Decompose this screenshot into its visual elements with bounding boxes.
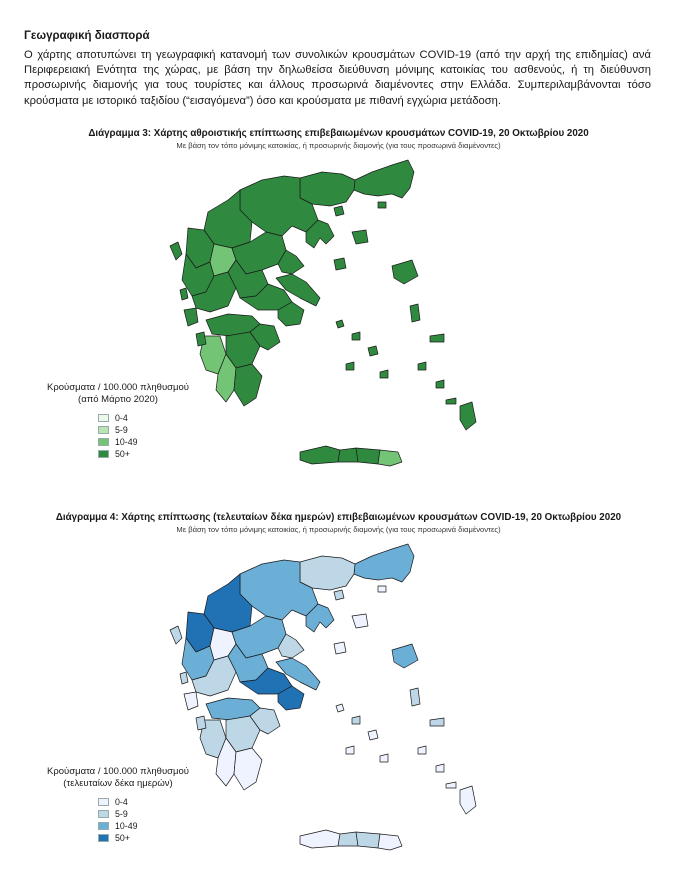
map2-title: Διάγραμμα 4: Χάρτης επίπτωσης (τελευταίων δέκα ημερών) επιβεβαιωμένων κρουσμάτων COVID-19, 20 Οκτωβρίου 2020 [55,512,622,523]
map2-region-cyclades-4 [346,746,354,754]
map1-region-lefkada [180,288,188,300]
map2-legend-swatch [98,810,109,818]
intro-paragraph: Ο χάρτης αποτυπώνει τη γεωγραφική κατανομή των συνολικών κρουσμάτων COVID-19 (από την αρχή της επιδημίας) ανά Περιφερειακή Ενότητα της χώρας, με βάση την δηλωθείσα διεύθυνση μόνιμης κατοικίας του ασθενούς, ή τη διεύθυνση προσωρινής διαμονής για τους τουρίστες και άλλους προσωρινά διαμένοντες στην Ελλάδα. Συμπεριλαμβάνονται τόσο κρούσματα με ιστορικό ταξιδίου (“εισαγόμενα”) όσο και κρούσματα με πιθανή εγχώρια μετάδοση. [24,49,651,107]
map1-region-crete-chania [300,446,340,464]
map1-region-cyclades-4 [346,362,354,370]
map2-legend-title-line1: Κρούσματα / 100.000 πληθυσμού [47,766,189,777]
map1-region-kos [446,398,456,404]
map1-legend-item [98,412,208,424]
map2-region-skyros [334,642,346,654]
map2-legend-swatch [98,834,109,842]
map2-region-zakynthos [196,716,206,730]
map1-region-cyclades-3 [368,346,378,356]
map1-region-rhodes [460,402,476,430]
map1-legend-label: 5-9 [115,425,128,435]
map2-legend-title [38,766,198,790]
map2-region-samothrace [378,586,386,592]
map2-region-thrace [354,544,414,582]
map2-region-crete-rethymno [338,832,358,846]
map1-region-corfu [170,242,182,260]
map2-region-lefkada [180,672,188,684]
map1-region-dodecanese-1 [418,362,426,370]
map1-region-cyclades-1 [336,320,344,328]
map1-legend [38,382,208,460]
map1-legend-item [98,424,208,436]
map2-region-dodecanese-2 [436,764,444,772]
map1-region-skyros [334,258,346,270]
map2-legend [38,766,208,844]
map1-legend-swatch [98,438,109,446]
map2-subtitle: Με βάση τον τόπο μόνιμης κατοικίας, ή προσωρινής διαμονής (για τους προσωρινά διαμένοντες) [176,525,501,534]
map1-region-zakynthos [196,332,206,346]
map2-legend-title-line2: (τελευταίων δέκα ημερών) [63,778,173,789]
map2-region-laconia [234,748,262,790]
map2-region-samos [430,718,444,726]
section-title: Γεωγραφική διασπορά [24,30,150,42]
map1-legend-label: 10-49 [115,437,138,447]
map1-region-crete-rethymno [338,448,358,462]
map2-legend-swatch [98,798,109,806]
map1-region-thrace [354,160,414,198]
map1-legend-title-line2: (από Μάρτιο 2020) [78,394,158,405]
map2-legend-item [98,808,208,820]
map2-region-crete-lasithi [378,834,402,850]
map1-legend-swatch [98,426,109,434]
map1-region-kefalonia [184,308,198,326]
map1-legend-label: 0-4 [115,413,128,423]
map2-region-dodecanese-1 [418,746,426,754]
map2-region-thasos [334,590,344,600]
map1-legend-title [38,382,198,406]
map2-region-chios [410,688,420,706]
map1-region-lemnos [352,230,368,244]
map1-region-east-macedonia [300,172,355,206]
map2-region-lesvos [392,644,418,668]
map2-legend-item [98,832,208,844]
map2-legend-label: 5-9 [115,809,128,819]
map1-subtitle: Με βάση τον τόπο μόνιμης κατοικίας, ή προσωρινής διαμονής (για τους προσωρινά διαμένοντες) [176,141,501,150]
map2-region-lemnos [352,614,368,628]
map2-region-cyclades-5 [380,754,388,762]
map1-region-cyclades-2 [352,332,360,340]
map1-legend-item [98,436,208,448]
map1-region-crete-lasithi [378,450,402,466]
map1-region-thasos [334,206,344,216]
map2-region-rhodes [460,786,476,814]
map2-legend-item [98,820,208,832]
map2-region-crete-chania [300,830,340,848]
map2-region-kos [446,782,456,788]
map1-legend-swatch [98,414,109,422]
map2-region-cyclades-2 [352,716,360,724]
map2-region-corfu [170,626,182,644]
map2-legend-label: 0-4 [115,797,128,807]
map2-region-east-macedonia [300,556,355,590]
map1-title: Διάγραμμα 3: Χάρτης αθροιστικής επίπτωσης επιβεβαιωμένων κρουσμάτων COVID-19, 20 Οκτωβρίου 2020 [88,128,589,139]
map1-region-chios [410,304,420,322]
map2-legend-label: 50+ [115,833,130,843]
map2-region-kefalonia [184,692,198,710]
map1-region-dodecanese-2 [436,380,444,388]
map1-legend-item [98,448,208,460]
map2-region-cyclades-1 [336,704,344,712]
map1-legend-label: 50+ [115,449,130,459]
map2-legend-swatch [98,822,109,830]
map2-legend-item [98,796,208,808]
map1-region-samothrace [378,202,386,208]
map1-region-laconia [234,364,262,406]
map2-region-crete-heraklion [356,832,380,848]
map1-region-samos [430,334,444,342]
map2-legend-label: 10-49 [115,821,138,831]
map1-region-cyclades-5 [380,370,388,378]
map1-legend-swatch [98,450,109,458]
map1-legend-title-line1: Κρούσματα / 100.000 πληθυσμού [47,382,189,393]
map2-region-cyclades-3 [368,730,378,740]
map1-region-crete-heraklion [356,448,380,464]
map1-region-lesvos [392,260,418,284]
